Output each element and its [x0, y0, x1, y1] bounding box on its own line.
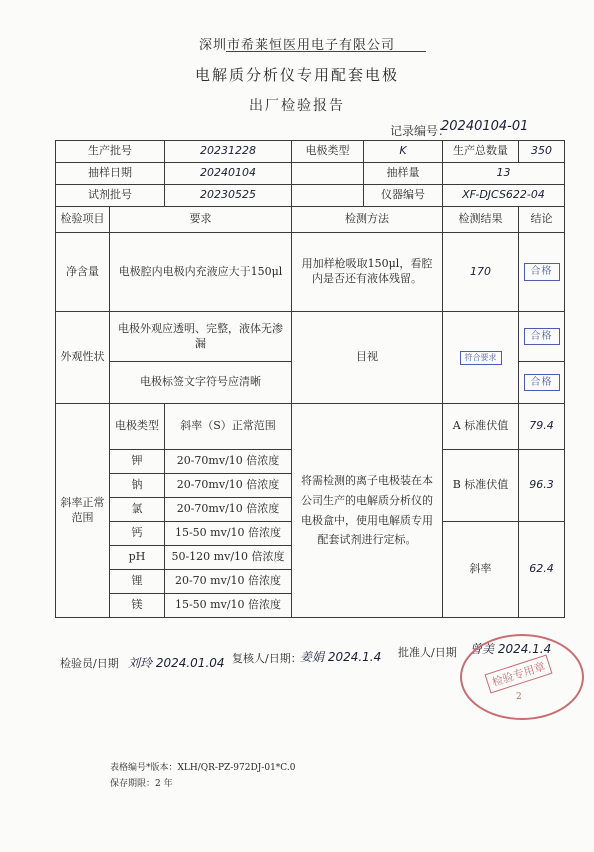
- slope-type-cell: 氯: [110, 498, 165, 522]
- appearance-requirement: 电极外观应透明、完整，液体无渗漏: [110, 312, 292, 362]
- slope-type-cell: 钠: [110, 474, 165, 498]
- net-content-requirement: 电极腔内电极内充液应大于150μl: [110, 233, 292, 312]
- inspector-label: 检验员/日期: [60, 657, 119, 670]
- slope-range-cell: 15-50 mv/10 倍浓度: [165, 522, 292, 546]
- company-underline: [226, 51, 426, 52]
- slope-range-header: 斜率（S）正常范围: [165, 404, 292, 450]
- inspector-signature: 刘玲 2024.01.04: [128, 656, 225, 670]
- total-quantity-value: 350: [519, 141, 565, 163]
- slope-item: 斜率正常范围: [56, 404, 110, 618]
- batch-label: 生产批号: [56, 141, 165, 163]
- label-requirement: 电极标签文字符号应清晰: [110, 362, 292, 404]
- reagent-batch-label: 试剂批号: [56, 185, 165, 207]
- blank-cell: [292, 163, 364, 185]
- inspection-seal: [460, 634, 584, 720]
- net-content-conclusion-cell: [519, 233, 565, 312]
- company-name: 深圳市希莱恒医用电子有限公司: [198, 38, 395, 53]
- total-quantity-label: 生产总数量: [443, 141, 519, 163]
- retention-period: 保存期限：2 年: [110, 779, 173, 789]
- instrument-number-value: XF-DJCS622-04: [443, 185, 565, 207]
- record-number-value: 20240104-01: [441, 119, 529, 134]
- approver-label: 批准人/日期: [398, 646, 457, 659]
- reviewer-label: 复核人/日期：: [232, 652, 302, 665]
- reviewer-signature: 姜娟 2024.1.4: [300, 650, 382, 664]
- slope-type-cell: 钙: [110, 522, 165, 546]
- b-standard-label: B 标准伏值: [443, 450, 519, 522]
- appearance-conclusion-cell: [519, 312, 565, 362]
- slope-type-cell: pH: [110, 546, 165, 570]
- sampling-date-label: 抽样日期: [56, 163, 165, 185]
- report-title: 电解质分析仪专用配套电极: [194, 66, 399, 84]
- col-requirement-header: 要求: [110, 207, 292, 233]
- seal-text: 检验专用章: [485, 654, 553, 693]
- electrode-type-label: 电极类型: [292, 141, 364, 163]
- sample-quantity-value: 13: [443, 163, 565, 185]
- a-standard-value: 79.4: [519, 404, 565, 450]
- slope-range-cell: 20-70mv/10 倍浓度: [165, 450, 292, 474]
- b-standard-value: 96.3: [519, 450, 565, 522]
- col-conclusion-header: 结论: [519, 207, 565, 233]
- appearance-conclusion: 合格: [524, 328, 560, 346]
- slope-range-cell: 20-70mv/10 倍浓度: [165, 498, 292, 522]
- a-standard-label: A 标准伏值: [443, 404, 519, 450]
- slope-range-cell: 20-70 mv/10 倍浓度: [165, 570, 292, 594]
- label-conclusion: 合格: [524, 374, 560, 392]
- blank-cell: [292, 185, 364, 207]
- net-content-conclusion: 合格: [524, 263, 560, 281]
- net-content-item: 净含量: [56, 233, 110, 312]
- slope-method: 将需检测的离子电极装在本公司生产的电解质分析仪的电极盒中，使用电解质专用配套试剂进行定标。: [292, 404, 443, 618]
- slope-value: 62.4: [519, 522, 565, 618]
- electrode-type-value: K: [364, 141, 443, 163]
- col-item-header: 检验项目: [56, 207, 110, 233]
- slope-label: 斜率: [443, 522, 519, 618]
- instrument-number-label: 仪器编号: [364, 185, 443, 207]
- record-number-label: 记录编号：: [390, 124, 451, 138]
- slope-type-cell: 镁: [110, 594, 165, 618]
- label-conclusion-cell: [519, 362, 565, 404]
- report-subtitle: 出厂检验报告: [249, 98, 345, 114]
- batch-value: 20231228: [165, 141, 292, 163]
- form-code: 表格编号*版本：XLH/QR-PZ-972DJ-01*C.0: [110, 763, 296, 773]
- net-content-result: 170: [443, 233, 519, 312]
- seal-number: 2: [516, 692, 522, 702]
- appearance-item: 外观性状: [56, 312, 110, 404]
- approver-signature: 曾美 2024.1.4: [470, 642, 552, 656]
- col-method-header: 检测方法: [292, 207, 443, 233]
- slope-type-cell: 钾: [110, 450, 165, 474]
- net-content-method: 用加样枪吸取150μl，看腔内是否还有液体残留。: [292, 233, 443, 312]
- slope-range-cell: 50-120 mv/10 倍浓度: [165, 546, 292, 570]
- sample-quantity-label: 抽样量: [364, 163, 443, 185]
- slope-type-header: 电极类型: [110, 404, 165, 450]
- slope-type-cell: 锂: [110, 570, 165, 594]
- col-result-header: 检测结果: [443, 207, 519, 233]
- inspection-table: [55, 140, 565, 618]
- reagent-batch-value: 20230525: [165, 185, 292, 207]
- appearance-result-cell: [443, 312, 519, 404]
- slope-range-cell: 15-50 mv/10 倍浓度: [165, 594, 292, 618]
- appearance-result: 符合要求: [460, 351, 502, 366]
- slope-range-cell: 20-70mv/10 倍浓度: [165, 474, 292, 498]
- appearance-method: 目视: [292, 312, 443, 404]
- sampling-date-value: 20240104: [165, 163, 292, 185]
